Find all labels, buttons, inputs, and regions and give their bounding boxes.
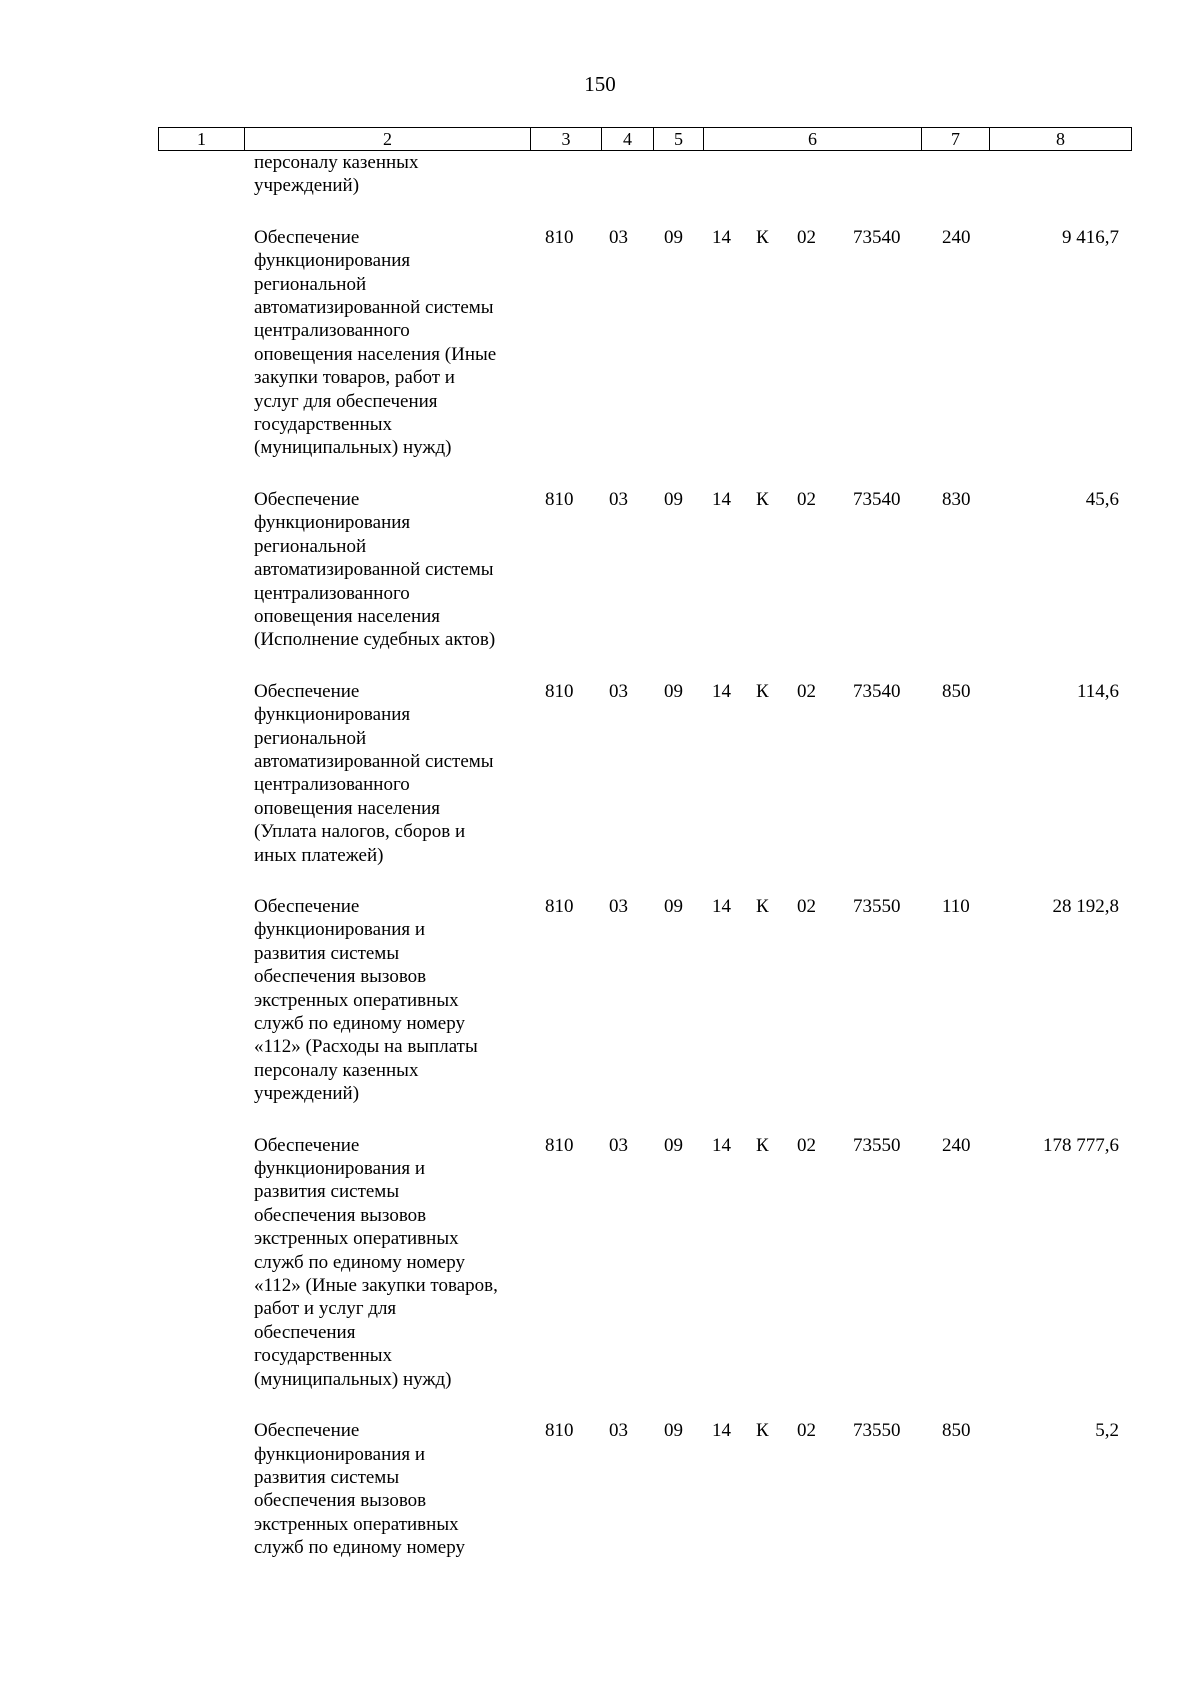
page-number: 150 xyxy=(584,72,616,96)
table-row xyxy=(0,1419,1200,1559)
row-section-code: 03 xyxy=(609,1420,628,1442)
row-subsection-code: 09 xyxy=(664,488,683,510)
row-program-letter: К xyxy=(756,1420,769,1442)
row-section-code: 03 xyxy=(609,1134,628,1156)
table-row xyxy=(0,226,1200,460)
row-section-code: 03 xyxy=(609,226,628,248)
row-program-code: 14 xyxy=(712,226,731,248)
column-header-3: 3 xyxy=(531,128,602,151)
row-item-code: 73550 xyxy=(853,1134,901,1156)
row-program-letter: К xyxy=(756,488,769,510)
row-expense-type: 240 xyxy=(942,226,971,248)
row-description: Обеспечение функционирования региональной автоматизированной системы централизованного оповещения населения (Уплата налогов, сборов и иных платежей) xyxy=(254,680,494,866)
row-expense-type: 240 xyxy=(942,1134,971,1156)
row-description: персоналу казенных учреждений) xyxy=(254,152,419,197)
row-description: Обеспечение функционирования и развития системы обеспечения вызовов экстренных оперативных служб по единому номеру xyxy=(254,1420,465,1559)
row-expense-type: 110 xyxy=(942,895,970,917)
row-program-code: 14 xyxy=(712,488,731,510)
column-header-4: 4 xyxy=(602,128,654,151)
row-subprogram-code: 02 xyxy=(797,895,816,917)
row-amount: 28 192,8 xyxy=(1052,895,1119,917)
column-header-table xyxy=(158,127,1132,151)
row-ministry-code: 810 xyxy=(545,1134,574,1156)
row-description: Обеспечение функционирования и развития системы обеспечения вызовов экстренных оперативных служб по единому номеру «112» (Расходы на выплаты персоналу казенных учреждений) xyxy=(254,895,478,1105)
row-subprogram-code: 02 xyxy=(797,1420,816,1442)
row-item-code: 73550 xyxy=(853,1420,901,1442)
row-subprogram-code: 02 xyxy=(797,1134,816,1156)
row-item-code: 73540 xyxy=(853,226,901,248)
column-header-7: 7 xyxy=(922,128,990,151)
row-item-code: 73540 xyxy=(853,488,901,510)
row-program-code: 14 xyxy=(712,1420,731,1442)
row-expense-type: 850 xyxy=(942,680,971,702)
row-program-code: 14 xyxy=(712,895,731,917)
column-header-6: 6 xyxy=(704,128,922,151)
row-ministry-code: 810 xyxy=(545,488,574,510)
row-subprogram-code: 02 xyxy=(797,488,816,510)
row-expense-type: 830 xyxy=(942,488,971,510)
table-row xyxy=(0,151,1200,198)
row-ministry-code: 810 xyxy=(545,895,574,917)
column-header-8: 8 xyxy=(990,128,1132,151)
row-section-code: 03 xyxy=(609,895,628,917)
row-subsection-code: 09 xyxy=(664,895,683,917)
row-program-letter: К xyxy=(756,1134,769,1156)
row-item-code: 73550 xyxy=(853,895,901,917)
row-expense-type: 850 xyxy=(942,1420,971,1442)
column-header-row xyxy=(159,128,1132,151)
column-header-2: 2 xyxy=(245,128,531,151)
row-program-code: 14 xyxy=(712,1134,731,1156)
row-description: Обеспечение функционирования и развития системы обеспечения вызовов экстренных оперативных служб по единому номеру «112» (Иные закупки товаров, работ и услуг для обеспечения государственных (муниципальных) нужд) xyxy=(254,1134,498,1390)
row-ministry-code: 810 xyxy=(545,226,574,248)
table-row xyxy=(0,1134,1200,1391)
row-description: Обеспечение функционирования региональной автоматизированной системы централизованного оповещения населения (Исполнение судебных актов) xyxy=(254,488,496,651)
row-program-letter: К xyxy=(756,895,769,917)
row-amount: 5,2 xyxy=(1095,1420,1119,1442)
row-ministry-code: 810 xyxy=(545,680,574,702)
budget-rows xyxy=(0,151,1200,1560)
table-row xyxy=(0,488,1200,652)
row-program-code: 14 xyxy=(712,680,731,702)
column-header-5: 5 xyxy=(654,128,704,151)
row-amount: 9 416,7 xyxy=(1062,226,1119,248)
row-subsection-code: 09 xyxy=(664,680,683,702)
row-subsection-code: 09 xyxy=(664,226,683,248)
row-subprogram-code: 02 xyxy=(797,226,816,248)
row-subprogram-code: 02 xyxy=(797,680,816,702)
row-item-code: 73540 xyxy=(853,680,901,702)
row-subsection-code: 09 xyxy=(664,1420,683,1442)
table-row xyxy=(0,895,1200,1106)
row-section-code: 03 xyxy=(609,680,628,702)
row-amount: 178 777,6 xyxy=(1043,1134,1119,1156)
row-program-letter: К xyxy=(756,680,769,702)
row-program-letter: К xyxy=(756,226,769,248)
row-ministry-code: 810 xyxy=(545,1420,574,1442)
row-section-code: 03 xyxy=(609,488,628,510)
row-amount: 114,6 xyxy=(1076,680,1119,702)
column-header-1: 1 xyxy=(159,128,245,151)
table-row xyxy=(0,680,1200,867)
row-amount: 45,6 xyxy=(1085,488,1119,510)
row-description: Обеспечение функционирования региональной автоматизированной системы централизованного оповещения населения (Иные закупки товаров, работ и услуг для обеспечения государственных (муниципальных) нужд) xyxy=(254,226,497,459)
row-subsection-code: 09 xyxy=(664,1134,683,1156)
